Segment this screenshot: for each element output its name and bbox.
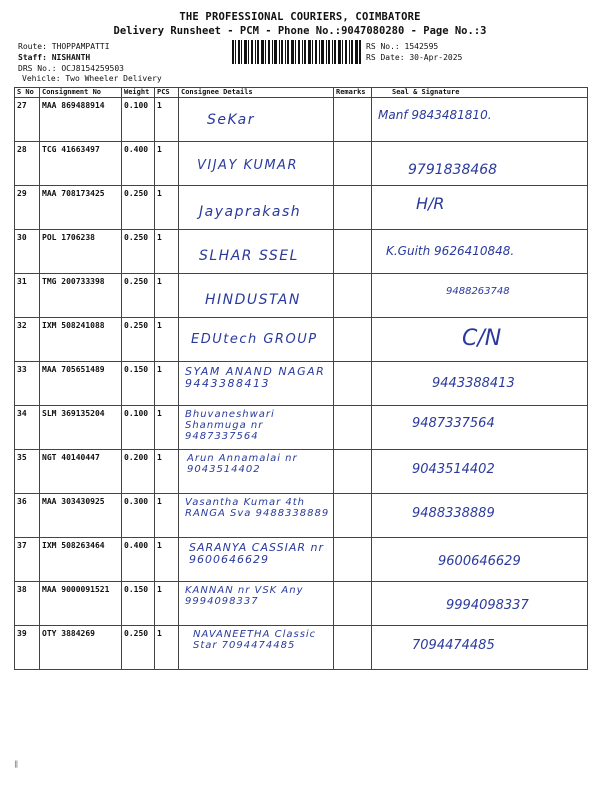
signature-handwriting: 9443388413: [432, 376, 515, 391]
weight-cell: 0.400: [122, 142, 155, 186]
pcs-cell: 1: [155, 98, 179, 142]
consignee-cell: [179, 142, 334, 186]
consignee-handwriting: Vasantha Kumar 4th RANGA Sva 9488338889: [185, 497, 330, 519]
consignee-cell: [179, 406, 334, 450]
staff-label: Staff: NISHANTH: [18, 53, 91, 62]
consignee-handwriting: Jayaprakash: [199, 204, 302, 220]
remarks-cell: [334, 230, 372, 274]
consignee-cell: [179, 230, 334, 274]
consignment-cell: NGT 40140447: [40, 450, 122, 494]
consignee-cell: [179, 626, 334, 670]
consignee-cell: [179, 538, 334, 582]
consignee-cell: [179, 362, 334, 406]
weight-cell: 0.250: [122, 318, 155, 362]
sno-cell: 32: [15, 318, 40, 362]
pcs-cell: 1: [155, 142, 179, 186]
weight-cell: 0.300: [122, 494, 155, 538]
consignee-handwriting: SeKar: [207, 112, 256, 128]
consignee-cell: [179, 186, 334, 230]
sno-cell: 35: [15, 450, 40, 494]
table-row: [15, 230, 588, 274]
table-row: [15, 450, 588, 494]
consignee-handwriting: SYAM ANAND NAGAR 9443388413: [185, 365, 326, 390]
signature-cell: [372, 274, 588, 318]
pcs-cell: 1: [155, 626, 179, 670]
sno-cell: 38: [15, 582, 40, 626]
sno-cell: 27: [15, 98, 40, 142]
remarks-cell: [334, 186, 372, 230]
signature-cell: [372, 362, 588, 406]
col-consignment-header: Consignment No: [40, 88, 122, 98]
signature-handwriting: C/N: [462, 326, 502, 351]
consignment-cell: MAA 303430925: [40, 494, 122, 538]
remarks-cell: [334, 406, 372, 450]
sno-cell: 37: [15, 538, 40, 582]
remarks-cell: [334, 538, 372, 582]
pcs-cell: 1: [155, 494, 179, 538]
signature-handwriting: K.Guith 9626410848.: [386, 244, 515, 258]
table-header-row: [15, 88, 588, 98]
drs-number: DRS No.: OCJ8154259503: [18, 64, 124, 73]
consignee-cell: [179, 450, 334, 494]
consignment-cell: POL 1706238: [40, 230, 122, 274]
weight-cell: 0.150: [122, 582, 155, 626]
consignee-cell: [179, 98, 334, 142]
consignee-handwriting: EDUtech GROUP: [191, 332, 318, 347]
signature-handwriting: Manf 9843481810.: [378, 108, 492, 122]
pcs-cell: 1: [155, 318, 179, 362]
consignment-cell: OTY 3884269: [40, 626, 122, 670]
runsheet-subtitle: Delivery Runsheet - PCM - Phone No.:9047080280 - Page No.:3: [113, 25, 487, 37]
col-weight-header: Weight: [122, 88, 155, 98]
table-row: [15, 318, 588, 362]
sno-cell: 30: [15, 230, 40, 274]
signature-cell: [372, 450, 588, 494]
weight-cell: 0.400: [122, 538, 155, 582]
consignment-cell: TCG 41663497: [40, 142, 122, 186]
signature-handwriting: 9043514402: [412, 462, 495, 477]
consignee-handwriting: HINDUSTAN: [205, 292, 301, 308]
signature-cell: [372, 406, 588, 450]
pcs-cell: 1: [155, 538, 179, 582]
remarks-cell: [334, 626, 372, 670]
signature-handwriting: 9488263748: [446, 286, 510, 297]
col-consignee-header: Consignee Details: [179, 88, 334, 98]
table-row: [15, 538, 588, 582]
table-row: [15, 142, 588, 186]
remarks-cell: [334, 494, 372, 538]
signature-cell: [372, 626, 588, 670]
table-row: [15, 494, 588, 538]
signature-cell: [372, 582, 588, 626]
col-pcs-header: PCS: [155, 88, 179, 98]
remarks-cell: [334, 450, 372, 494]
sno-cell: 36: [15, 494, 40, 538]
sno-cell: 28: [15, 142, 40, 186]
col-sno-header: S No: [15, 88, 40, 98]
rs-number: RS No.: 1542595: [366, 42, 439, 51]
remarks-cell: [334, 274, 372, 318]
consignment-cell: MAA 9000091521: [40, 582, 122, 626]
consignee-handwriting: Bhuvaneshwari Shanmuga nr 9487337564: [185, 409, 275, 442]
consignee-cell: [179, 494, 334, 538]
signature-cell: [372, 98, 588, 142]
signature-handwriting: 9994098337: [446, 598, 529, 613]
margin-ticks: ‖: [14, 760, 19, 768]
remarks-cell: [334, 582, 372, 626]
table-row: [15, 274, 588, 318]
weight-cell: 0.250: [122, 626, 155, 670]
sno-cell: 33: [15, 362, 40, 406]
weight-cell: 0.100: [122, 98, 155, 142]
pcs-cell: 1: [155, 582, 179, 626]
weight-cell: 0.200: [122, 450, 155, 494]
consignment-cell: IXM 508241088: [40, 318, 122, 362]
remarks-cell: [334, 362, 372, 406]
pcs-cell: 1: [155, 450, 179, 494]
consignee-handwriting: NAVANEETHA Classic Star 7094474485: [193, 629, 317, 651]
sno-cell: 34: [15, 406, 40, 450]
signature-handwriting: 9488338889: [412, 506, 495, 521]
weight-cell: 0.250: [122, 274, 155, 318]
consignee-handwriting: SLHAR SSEL: [199, 248, 299, 264]
remarks-cell: [334, 142, 372, 186]
col-seal-header: Seal & Signature: [372, 88, 588, 98]
consignee-handwriting: VIJAY KUMAR: [197, 158, 298, 173]
signature-cell: [372, 538, 588, 582]
weight-cell: 0.150: [122, 362, 155, 406]
signature-cell: [372, 142, 588, 186]
table-row: [15, 406, 588, 450]
table-row: [15, 582, 588, 626]
runsheet-table: [14, 87, 588, 670]
weight-cell: 0.250: [122, 186, 155, 230]
pcs-cell: 1: [155, 230, 179, 274]
signature-handwriting: 9487337564: [412, 416, 495, 431]
signature-cell: [372, 230, 588, 274]
pcs-cell: 1: [155, 406, 179, 450]
pcs-cell: 1: [155, 274, 179, 318]
vehicle-label: Vehicle: Two Wheeler Delivery: [22, 74, 162, 83]
signature-cell: [372, 186, 588, 230]
consignment-cell: MAA 869488914: [40, 98, 122, 142]
consignment-cell: SLM 369135204: [40, 406, 122, 450]
table-row: [15, 626, 588, 670]
barcode-icon: [232, 40, 362, 64]
consignee-handwriting: KANNAN nr VSK Any 9994098337: [185, 585, 304, 607]
table-row: [15, 186, 588, 230]
pcs-cell: 1: [155, 362, 179, 406]
consignee-handwriting: Arun Annamalai nr 9043514402: [187, 453, 298, 475]
table-row: [15, 98, 588, 142]
signature-handwriting: 9600646629: [438, 554, 521, 569]
rs-date: RS Date: 30-Apr-2025: [366, 53, 463, 62]
signature-handwriting: 7094474485: [412, 638, 495, 653]
signature-cell: [372, 318, 588, 362]
weight-cell: 0.100: [122, 406, 155, 450]
signature-handwriting: H/R: [416, 194, 445, 213]
signature-handwriting: 9791838468: [408, 162, 498, 178]
sno-cell: 31: [15, 274, 40, 318]
col-remarks-header: Remarks: [334, 88, 372, 98]
table-row: [15, 362, 588, 406]
consignee-handwriting: SARANYA CASSIAR nr 9600646629: [189, 541, 324, 566]
company-title: THE PROFESSIONAL COURIERS, COIMBATORE: [179, 11, 421, 23]
consignment-cell: MAA 708173425: [40, 186, 122, 230]
weight-cell: 0.250: [122, 230, 155, 274]
remarks-cell: [334, 318, 372, 362]
sno-cell: 39: [15, 626, 40, 670]
sno-cell: 29: [15, 186, 40, 230]
consignee-cell: [179, 318, 334, 362]
consignment-cell: MAA 705651489: [40, 362, 122, 406]
signature-cell: [372, 494, 588, 538]
pcs-cell: 1: [155, 186, 179, 230]
consignment-cell: TMG 200733398: [40, 274, 122, 318]
remarks-cell: [334, 98, 372, 142]
consignee-cell: [179, 582, 334, 626]
consignee-cell: [179, 274, 334, 318]
consignment-cell: IXM 508263464: [40, 538, 122, 582]
route-label: Route: THOPPAMPATTI: [18, 42, 110, 51]
